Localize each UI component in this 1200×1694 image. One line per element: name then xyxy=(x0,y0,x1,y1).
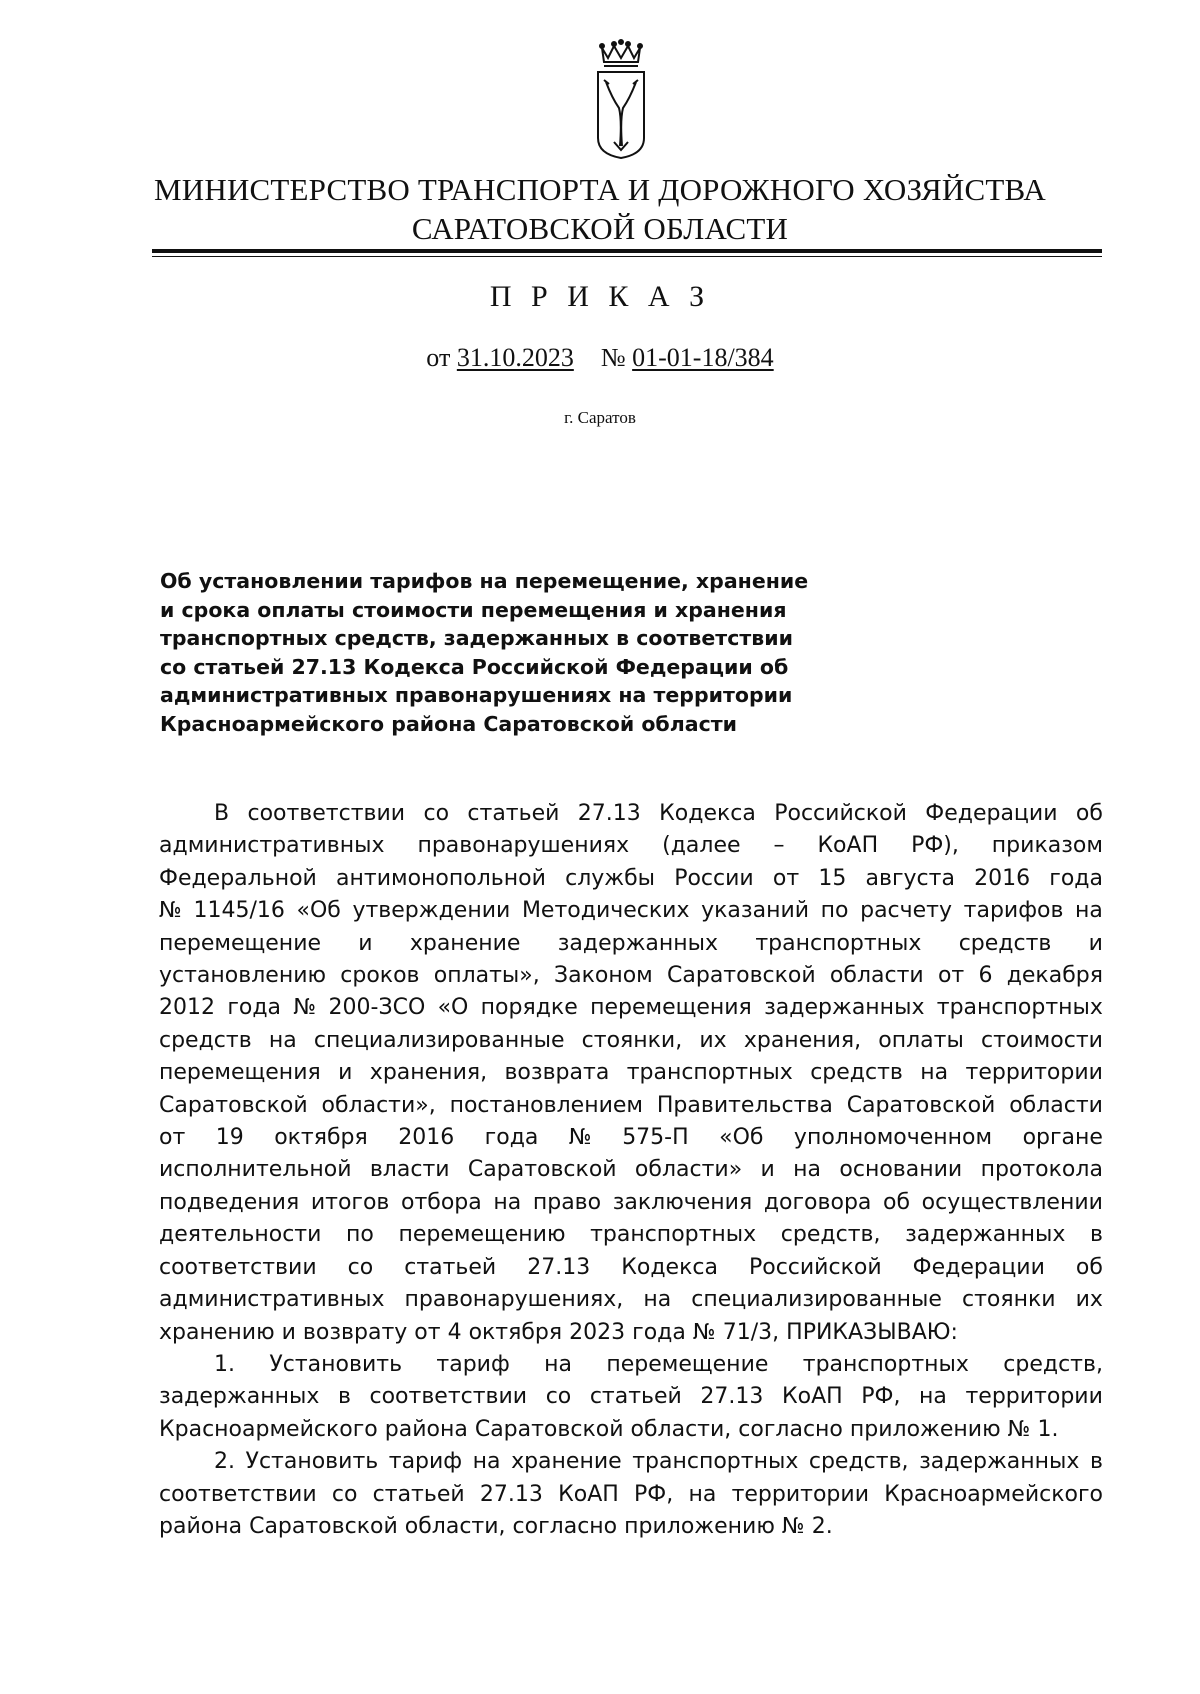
body-word: Российской xyxy=(748,1254,882,1280)
body-word: № xyxy=(568,1125,592,1151)
body-word: ПРИКАЗЫВАЮ: xyxy=(786,1319,958,1345)
body-word: «Об xyxy=(719,1125,764,1151)
body-word: соответствии xyxy=(369,1384,528,1410)
body-word: тариф xyxy=(436,1351,510,1377)
body-word: 27.13 xyxy=(577,801,641,826)
body-word: и xyxy=(358,930,373,956)
body-word: 27.13 xyxy=(479,1481,543,1507)
body-word: области» xyxy=(634,1157,743,1183)
body-line xyxy=(159,1479,1103,1511)
body-word: декабря xyxy=(1006,963,1103,989)
body-word: территории xyxy=(731,1481,869,1507)
subject-line: со статьей 27.13 Кодекса Российской Федерации об xyxy=(160,654,789,679)
body-word: соответствии xyxy=(159,1481,317,1507)
header-divider-thin xyxy=(152,256,1102,257)
body-word: перемещению xyxy=(398,1222,566,1248)
body-line xyxy=(159,895,1103,927)
body-word: тариф xyxy=(388,1449,463,1475)
body-word: в xyxy=(1089,1449,1103,1475)
body-line xyxy=(159,798,1103,830)
subject-line: Красноармейского района Саратовской области xyxy=(160,711,737,736)
body-word: стоимости xyxy=(981,1027,1103,1053)
body-word: основании xyxy=(839,1157,963,1183)
body-word: средств, xyxy=(808,1449,909,1475)
subject-line: и срока оплаты стоимости перемещения и хранения xyxy=(160,597,787,622)
order-title: П Р И К А З xyxy=(489,280,711,313)
body-word: отбора xyxy=(401,1189,482,1215)
body-line xyxy=(159,1349,1103,1381)
body-word: их xyxy=(1075,1287,1103,1313)
body-word: № xyxy=(692,1319,716,1345)
body-line xyxy=(159,1414,1103,1446)
header-divider-thick xyxy=(152,249,1102,253)
body-word: 200-ЗСО xyxy=(328,995,426,1021)
body-word: со xyxy=(423,801,450,826)
body-word: заключения xyxy=(612,1189,753,1215)
body-word: «О xyxy=(437,995,469,1021)
body-line xyxy=(159,830,1103,862)
body-word: административных xyxy=(159,833,385,859)
body-word: КоАП xyxy=(781,1384,843,1410)
order-date-number xyxy=(0,343,1200,373)
body-word: задержанных xyxy=(919,1449,1080,1475)
body-word: года xyxy=(1049,865,1103,891)
body-word: хранения, xyxy=(369,1060,488,1086)
body-word: уполномоченном xyxy=(793,1125,993,1151)
body-word: Федерации xyxy=(925,801,1058,826)
body-word: административных xyxy=(159,1287,385,1313)
from-label: от xyxy=(426,343,451,372)
body-word: статьей xyxy=(372,1481,465,1507)
body-word: транспортных xyxy=(632,1449,799,1475)
order-subject xyxy=(160,567,840,738)
body-word: 1145/16 xyxy=(193,898,285,924)
body-line xyxy=(159,1090,1103,1122)
body-word: согласно xyxy=(738,1416,843,1442)
coat-of-arms-icon xyxy=(592,38,650,160)
body-word: Установить xyxy=(245,1449,379,1475)
body-word: КоАП xyxy=(558,1481,619,1507)
body-line xyxy=(159,1154,1103,1186)
body-word: приказом xyxy=(991,833,1103,859)
body-word: хранение xyxy=(409,930,521,956)
body-word: территории xyxy=(965,1384,1103,1410)
body-word: 2016 xyxy=(398,1125,455,1151)
body-word: об xyxy=(1075,801,1103,826)
body-word: Кодекса xyxy=(659,801,756,826)
body-word: 27.13 xyxy=(700,1384,764,1410)
body-word: – xyxy=(773,833,785,859)
body-word: от xyxy=(159,1125,186,1151)
body-word: Саратовской xyxy=(249,1513,398,1539)
body-word: РФ), xyxy=(911,833,959,859)
body-word: договора xyxy=(763,1189,872,1215)
body-line xyxy=(159,863,1103,895)
body-word: средств xyxy=(159,1027,252,1053)
body-word: октября xyxy=(274,1125,368,1151)
body-word: 1. xyxy=(214,1351,235,1377)
body-line xyxy=(159,928,1103,960)
body-word: на xyxy=(920,1060,949,1086)
body-word: расчету xyxy=(860,898,953,924)
body-word: службы xyxy=(565,865,656,891)
body-word: задержанных xyxy=(764,995,925,1021)
order-body xyxy=(159,798,1103,1543)
subject-line: административных правонарушениях на территории xyxy=(160,683,793,707)
body-word: Красноармейского xyxy=(159,1416,378,1442)
body-word: перемещения xyxy=(159,1060,321,1086)
body-word: августа xyxy=(865,865,955,891)
body-word: средств xyxy=(810,1060,903,1086)
body-word: области», xyxy=(321,1092,436,1118)
body-word: правонарушениях xyxy=(417,833,630,859)
body-word: порядке xyxy=(480,995,578,1021)
body-line xyxy=(159,1381,1103,1413)
body-word: стоянки, xyxy=(581,1027,683,1053)
body-word: на xyxy=(643,1287,672,1313)
body-word: на xyxy=(268,1027,297,1053)
body-word: транспортных xyxy=(626,1060,793,1086)
body-word: хранения, xyxy=(743,1027,862,1053)
body-word: № xyxy=(159,898,182,924)
body-word: 71/3, xyxy=(722,1319,780,1345)
body-word: 27.13 xyxy=(527,1254,591,1280)
body-word: Законом xyxy=(554,963,653,989)
body-word: района xyxy=(159,1513,243,1539)
body-word: по xyxy=(346,1222,374,1248)
body-word: 2. xyxy=(214,1449,235,1475)
body-line xyxy=(159,1219,1103,1251)
body-word: № xyxy=(293,995,317,1021)
body-word: 1. xyxy=(1037,1416,1059,1442)
body-word: оплаты xyxy=(878,1027,964,1053)
body-word: РФ, xyxy=(634,1481,674,1507)
body-word: транспортных xyxy=(936,995,1103,1021)
body-line xyxy=(159,1057,1103,1089)
body-word: осуществлении xyxy=(921,1189,1103,1215)
number-label: № xyxy=(600,343,626,372)
body-word: перемещение xyxy=(606,1351,769,1377)
body-word: на xyxy=(544,1351,573,1377)
ministry-name xyxy=(0,170,1200,248)
body-word: 2012 xyxy=(159,995,215,1021)
body-word: года xyxy=(227,995,282,1021)
body-word: правонарушениях, xyxy=(404,1287,624,1313)
body-word: и xyxy=(1088,930,1103,956)
body-word: года xyxy=(632,1319,686,1345)
body-word: в xyxy=(1090,1222,1103,1248)
body-word: 575-П xyxy=(622,1125,689,1151)
order-date: 31.10.2023 xyxy=(456,343,574,372)
order-number: 01-01-18/384 xyxy=(632,343,774,372)
body-word: 2. xyxy=(811,1513,833,1539)
body-word: приложению xyxy=(624,1513,775,1539)
body-word: 15 xyxy=(818,865,847,891)
ministry-name-line-2: САРАТОВСКОЙ ОБЛАСТИ xyxy=(411,211,789,246)
body-word: от xyxy=(772,865,800,891)
body-word: задержанных xyxy=(159,1384,320,1410)
body-word: исполнительной xyxy=(159,1157,352,1183)
body-word: указаний xyxy=(701,898,810,924)
body-word: тарифов xyxy=(963,898,1064,924)
body-word: возврату xyxy=(302,1319,408,1345)
body-word: органе xyxy=(1022,1125,1103,1151)
body-word: антимонопольной xyxy=(336,865,546,891)
body-word: на xyxy=(493,1189,522,1215)
body-word: возврата xyxy=(504,1060,610,1086)
body-word: и xyxy=(281,1319,296,1345)
body-word: Саратовской xyxy=(474,1416,624,1442)
body-word: 2023 xyxy=(569,1319,626,1345)
body-line xyxy=(159,1511,1103,1543)
body-word: приложению xyxy=(849,1416,1001,1442)
body-word: от xyxy=(937,963,965,989)
body-word: соответствии xyxy=(159,1254,317,1280)
body-word: транспортных xyxy=(755,930,922,956)
body-word: задержанных xyxy=(905,1222,1066,1248)
subject-line: Об установлении тарифов на перемещение, хранение xyxy=(160,569,809,593)
body-word: сроков xyxy=(340,963,420,989)
body-word: на xyxy=(1075,898,1103,924)
body-word: хранение xyxy=(511,1449,622,1475)
body-word: «Об xyxy=(296,898,341,924)
body-word: перемещения xyxy=(590,995,752,1021)
body-line xyxy=(159,1122,1103,1154)
body-line xyxy=(159,1446,1103,1478)
body-word: власти xyxy=(369,1157,450,1183)
body-word: по xyxy=(820,898,849,924)
body-word: об xyxy=(1075,1254,1103,1280)
body-word: хранению xyxy=(159,1319,275,1345)
body-word: на xyxy=(472,1449,501,1475)
body-word: В xyxy=(214,801,230,826)
body-word: средств, xyxy=(780,1222,881,1248)
body-word: специализированные xyxy=(691,1287,942,1313)
body-word: года xyxy=(484,1125,539,1151)
body-word: со xyxy=(347,1254,374,1280)
body-word: Красноармейского xyxy=(884,1481,1103,1507)
body-line xyxy=(159,1025,1103,1057)
body-word: транспортных xyxy=(802,1351,969,1377)
body-word: статьей xyxy=(404,1254,497,1280)
body-word: со xyxy=(545,1384,572,1410)
ministry-name-line-1: МИНИСТЕРСТВО ТРАНСПОРТА И ДОРОЖНОГО ХОЗЯЙСТВА xyxy=(154,172,1046,207)
body-word: 6 xyxy=(978,963,993,989)
body-word: итогов xyxy=(310,1189,390,1215)
body-word: на xyxy=(688,1481,717,1507)
body-word: Саратовской xyxy=(467,1157,617,1183)
body-word: № xyxy=(781,1513,805,1539)
body-word: в xyxy=(337,1384,351,1410)
body-word: территории xyxy=(965,1060,1103,1086)
body-word: оплаты», xyxy=(433,963,540,989)
body-word: от xyxy=(414,1319,441,1345)
body-word: право xyxy=(532,1189,602,1215)
body-word: Кодекса xyxy=(621,1254,718,1280)
body-word: (далее xyxy=(662,833,741,859)
body-word: Российской xyxy=(774,801,907,826)
body-word: Саратовской xyxy=(846,1092,996,1118)
body-line xyxy=(159,1284,1103,1316)
body-word: 4 xyxy=(447,1319,462,1345)
body-line xyxy=(159,960,1103,992)
body-word: статьей xyxy=(467,801,560,826)
body-line xyxy=(159,992,1103,1024)
body-word: области xyxy=(829,963,924,989)
body-line xyxy=(159,1252,1103,1284)
body-word: средств xyxy=(958,930,1052,956)
body-word: России xyxy=(674,865,754,891)
body-word: перемещение xyxy=(159,930,322,956)
body-word: Федерации xyxy=(912,1254,1045,1280)
body-word: установлению xyxy=(159,963,327,989)
body-line xyxy=(159,1187,1103,1219)
body-word: и xyxy=(760,1157,775,1183)
body-word: Установить xyxy=(269,1351,403,1377)
body-word: Саратовской xyxy=(667,963,816,989)
body-word: района xyxy=(384,1416,468,1442)
body-word: области, xyxy=(630,1416,732,1442)
body-word: их xyxy=(699,1027,727,1053)
body-word: протокола xyxy=(980,1157,1103,1183)
body-word: Правительства xyxy=(656,1092,833,1118)
body-word: на xyxy=(919,1384,947,1410)
body-word: стоянки xyxy=(961,1287,1056,1313)
body-word: деятельности xyxy=(159,1222,322,1248)
body-word: Саратовской xyxy=(159,1092,308,1118)
body-word: 19 xyxy=(215,1125,244,1151)
subject-line: транспортных средств, задержанных в соответствии xyxy=(160,626,793,650)
body-word: октября xyxy=(468,1319,563,1345)
body-word: согласно xyxy=(512,1513,618,1539)
body-word: средств, xyxy=(1003,1351,1103,1377)
body-word: со xyxy=(331,1481,358,1507)
body-word: соответствии xyxy=(247,801,406,826)
body-word: на xyxy=(793,1157,822,1183)
body-word: утверждении xyxy=(352,898,511,924)
body-word: 2016 xyxy=(974,865,1031,891)
issue-city: г. Саратов xyxy=(564,408,636,427)
body-line xyxy=(159,1317,1103,1349)
body-word: области xyxy=(1009,1092,1103,1118)
body-word: и xyxy=(338,1060,353,1086)
body-word: Федеральной xyxy=(159,865,317,891)
body-word: об xyxy=(883,1189,911,1215)
body-word: статьей xyxy=(589,1384,682,1410)
body-word: транспортных xyxy=(590,1222,757,1248)
body-word: задержанных xyxy=(557,930,719,956)
body-word: специализированные xyxy=(313,1027,565,1053)
body-word: области, xyxy=(404,1513,506,1539)
body-word: подведения xyxy=(159,1189,300,1215)
body-word: Методических xyxy=(521,898,690,924)
body-word: РФ, xyxy=(861,1384,901,1410)
body-word: № xyxy=(1007,1416,1031,1442)
body-word: КоАП xyxy=(817,833,879,859)
body-word: постановлением xyxy=(449,1092,644,1118)
